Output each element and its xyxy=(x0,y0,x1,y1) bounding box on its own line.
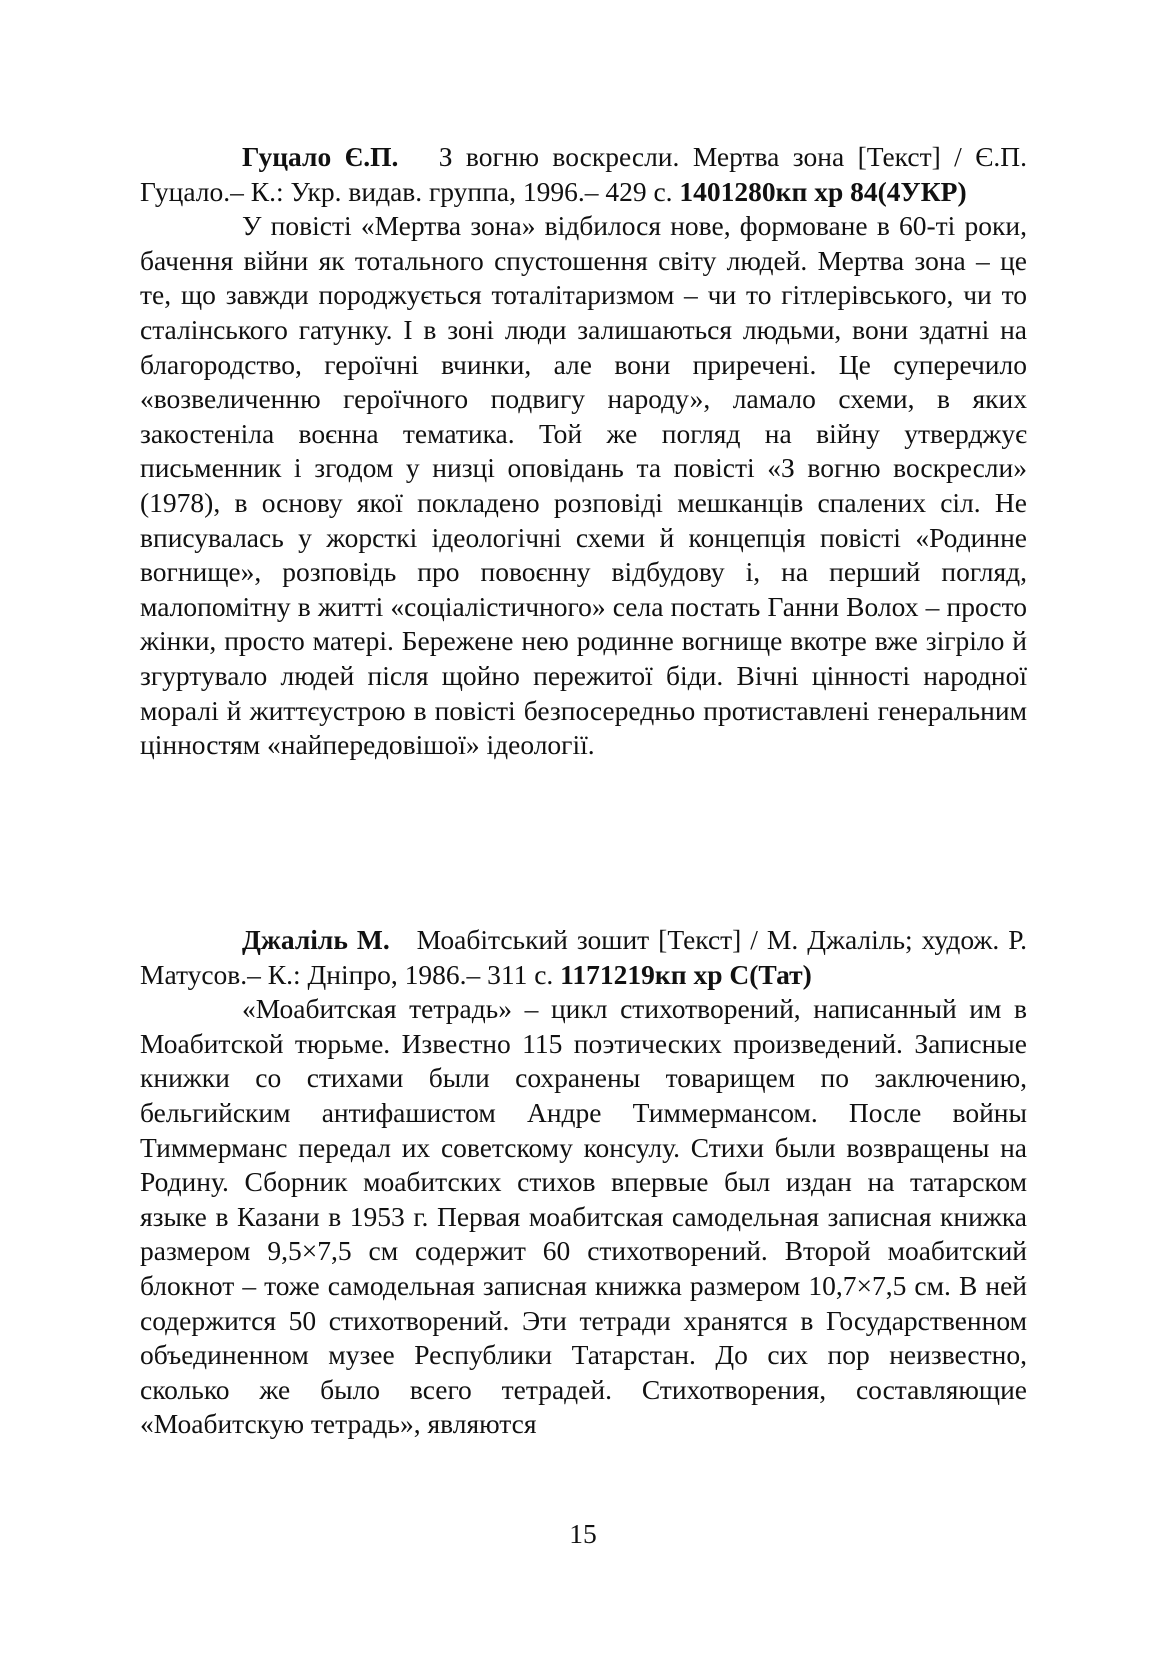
entry-author: Гуцало Є.П. xyxy=(242,141,399,172)
entry-citation: З вогню воскресли. Мертва зона [Текст] / Є.П. Гуцало.– К.: Укр. видав. группа, 1996.– 429 с. xyxy=(140,141,1027,207)
bibliography-entry xyxy=(140,923,1027,1442)
citation-line xyxy=(140,923,1027,992)
entry-annotation: У повісті «Мертва зона» відбилося нове, формоване в 60-ті роки, бачення війни як тотального спустошення світу людей. Мертва зона – це те, що завжди породжується тоталітаризмом – чи то гітлерівського, чи то сталінського гатунку. І в зоні люди залишаються людьми, вони здатні на благородство, героїчні вчинки, але вони приречені. Це суперечило «возвеличенню героїчного подвигу народу», ламало схеми, в яких закостеніла воєнна тематика. Той же погляд на війну утверджує письменник і згодом у низці оповідань та повісті «З вогню воскресли» (1978), в основу якої покладено розповіді мешканців спалених сіл. Не вписувалась у жорсткі ідеологічні схеми й концепція повісті «Родинне вогнище», розповідь про повоєнну відбудову і, на перший погляд, малопомітну в житті «соціалістичного» села постать Ганни Волох – просто жінки, просто матері. Бережене нею родинне вогнище вкотре вже зігріло й згуртувало людей після щойно пережитої біди. Вічні цінності народної моралі й життєустрою в повісті безпосередньо протиставлені генеральним цінностям «найпередовішої» ідеології. xyxy=(140,210,1027,761)
page-number: 15 xyxy=(569,1518,597,1549)
entry-author: Джаліль М. xyxy=(242,924,390,955)
citation-line xyxy=(140,140,1027,209)
shelf-code: 1401280кп хр 84(4УКР) xyxy=(679,175,967,207)
entry-annotation: «Моабитская тетрадь» – цикл стихотворений, написанный им в Моабитской тюрьме. Известно 115 поэтических произведений. Записные книжки со стихами были сохранены товарищем по заключению, бельгийским антифашистом Андре Тиммермансом. После войны Тиммерманс передал их советскому консулу. Стихи были возвращены на Родину. Сборник моабитских стихов впервые был издан на татарском языке в Казани в 1953 г. Первая моабитская самодельная записная книжка размером 9,5×7,5 см содержит 60 стихотворений. Второй моабитский блокнот – тоже самодельная записная книжка размером 10,7×7,5 см. В ней содержится 50 стихотворений. Эти тетради хранятся в Государственном объединенном музее Республики Татарстан. До сих пор неизвестно, сколько же было всего тетрадей. Стихотворения, составляющие «Моабитскую тетрадь», являются xyxy=(140,993,1027,1440)
shelf-code: 1171219кп хр С(Тат) xyxy=(560,958,812,990)
bibliography-entry xyxy=(140,140,1027,763)
entry-citation: Моабітський зошит [Текст] / М. Джаліль; худож. Р. Матусов.– К.: Дніпро, 1986.– 311 с. xyxy=(140,924,1027,990)
